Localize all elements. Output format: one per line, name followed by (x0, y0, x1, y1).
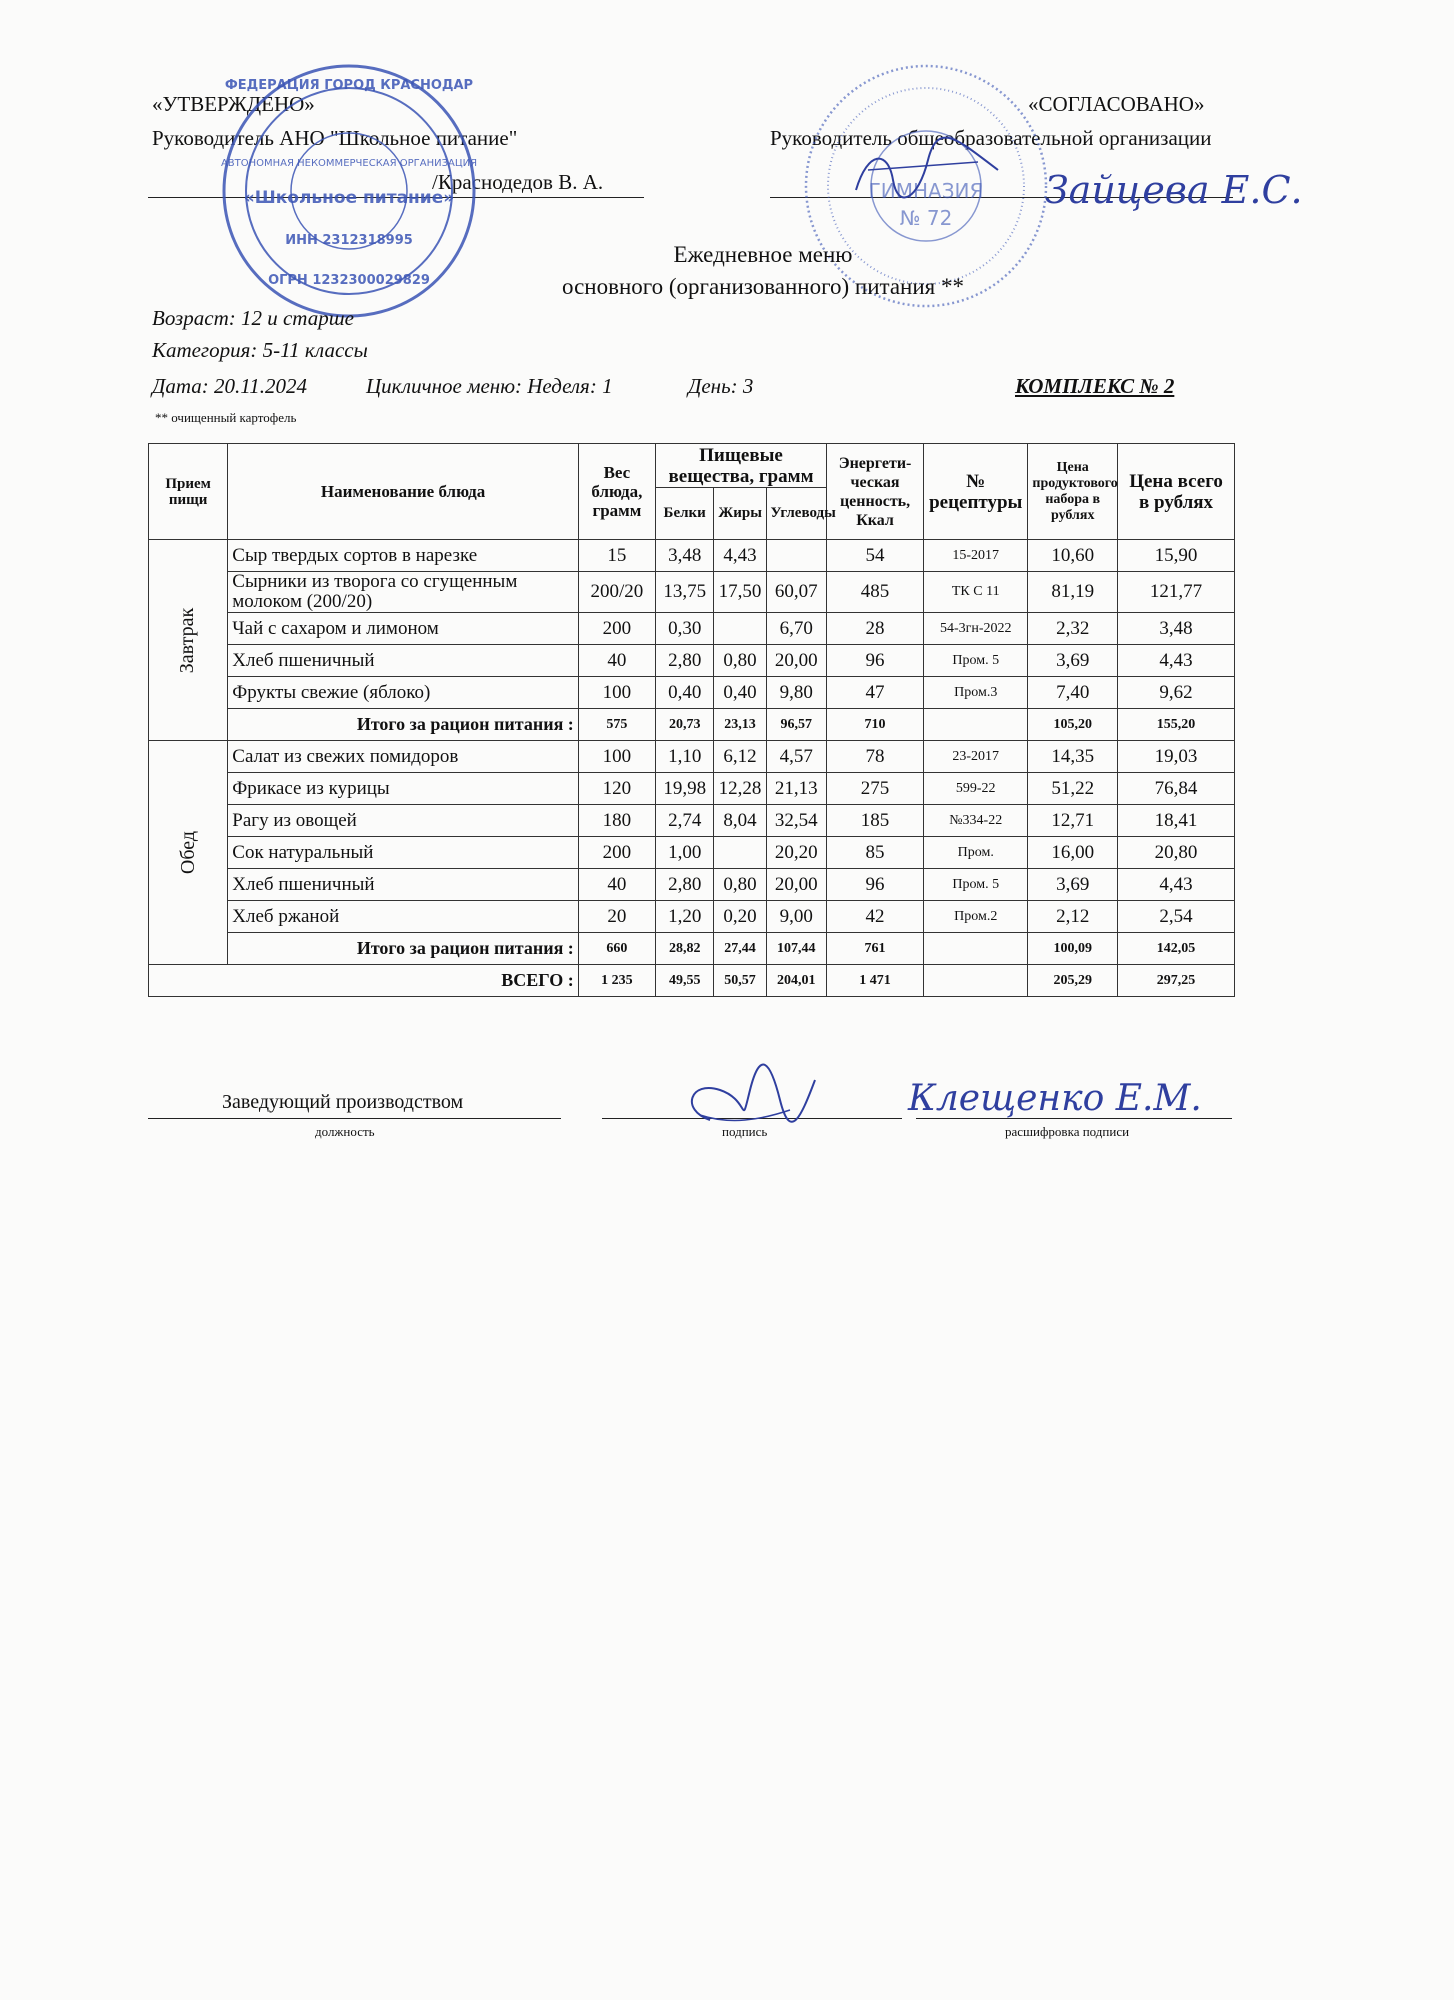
header-nutrients: Пищевые вещества, грамм (655, 444, 826, 488)
dish-protein: 2,80 (655, 645, 713, 677)
dish-recipe: Пром. 5 (924, 645, 1028, 677)
dish-name: Сырники из творога со сгущенным молоком (200/20) (228, 572, 579, 613)
dish-fat: 0,40 (714, 677, 766, 709)
dish-carbs: 9,00 (766, 901, 827, 933)
meta-footnote: ** очищенный картофель (155, 410, 297, 425)
meta-age: Возраст: 12 и старше (152, 306, 354, 330)
dish-kcal: 78 (827, 741, 924, 773)
dish-carbs: 20,00 (766, 869, 827, 901)
header-carbs: Углеводы (766, 488, 827, 540)
dish-weight: 200/20 (578, 572, 655, 613)
grand-total-fat: 50,57 (714, 965, 766, 997)
breakfast-total-row (149, 709, 1235, 741)
meta-category: Категория: 5-11 классы (152, 338, 368, 362)
header-recipe: № рецептуры (924, 444, 1028, 540)
dish-kcal: 275 (827, 773, 924, 805)
dish-protein: 3,48 (655, 540, 713, 572)
dish-protein: 2,80 (655, 869, 713, 901)
dish-recipe: №334-22 (924, 805, 1028, 837)
approved-role: Руководитель АНО "Школьное питание" (152, 126, 518, 150)
dish-kcal: 28 (827, 613, 924, 645)
menu-table (148, 443, 1235, 997)
total-weight: 660 (578, 933, 655, 965)
dish-recipe: 54-3гн-2022 (924, 613, 1028, 645)
breakfast-meal-label: Завтрак (149, 540, 228, 741)
header-weight: Вес блюда, грамм (578, 444, 655, 540)
header-energy: Энергети- ческая ценность, Ккал (827, 444, 924, 540)
dish-fat: 0,80 (714, 645, 766, 677)
lunch-total-row (149, 933, 1235, 965)
total-set-price: 105,20 (1028, 709, 1118, 741)
lunch-row (149, 837, 1235, 869)
dish-recipe: Пром. 5 (924, 869, 1028, 901)
footer-signature-caption: подпись (722, 1124, 768, 1139)
dish-carbs (766, 540, 827, 572)
total-label: Итого за рацион питания : (228, 933, 579, 965)
dish-price: 76,84 (1118, 773, 1235, 805)
header-meal: Прием пищи (149, 444, 228, 540)
dish-carbs: 21,13 (766, 773, 827, 805)
dish-kcal: 96 (827, 645, 924, 677)
dish-price: 9,62 (1118, 677, 1235, 709)
stamp-right-line-2: № 72 (899, 206, 953, 230)
grand-total-section (149, 965, 1235, 997)
total-protein: 28,82 (655, 933, 713, 965)
dish-protein: 1,00 (655, 837, 713, 869)
approved-signer: /Краснодедов В. А. (432, 170, 604, 194)
total-recipe (924, 709, 1028, 741)
breakfast-row (149, 613, 1235, 645)
dish-price: 121,77 (1118, 572, 1235, 613)
total-carbs: 107,44 (766, 933, 827, 965)
agreed-signature: Зайцева Е.С. (1045, 168, 1303, 212)
footer-position-caption: должность (315, 1124, 375, 1139)
dish-fat: 0,80 (714, 869, 766, 901)
lunch-row (149, 741, 1235, 773)
dish-name: Фрукты свежие (яблоко) (228, 677, 579, 709)
dish-set-price: 3,69 (1028, 869, 1118, 901)
dish-set-price: 16,00 (1028, 837, 1118, 869)
header-total-price: Цена всего в рублях (1118, 444, 1235, 540)
dish-weight: 100 (578, 741, 655, 773)
dish-set-price: 12,71 (1028, 805, 1118, 837)
dish-protein: 19,98 (655, 773, 713, 805)
grand-total-set-price: 205,29 (1028, 965, 1118, 997)
grand-total-kcal: 1 471 (827, 965, 924, 997)
dish-fat: 4,43 (714, 540, 766, 572)
header-fat: Жиры (714, 488, 766, 540)
dish-weight: 40 (578, 869, 655, 901)
grand-total-recipe (924, 965, 1028, 997)
dish-price: 19,03 (1118, 741, 1235, 773)
dish-carbs: 32,54 (766, 805, 827, 837)
dish-fat: 6,12 (714, 741, 766, 773)
breakfast-row (149, 572, 1235, 613)
stamp-left-line-4: ИНН 2312318995 (285, 233, 413, 248)
stamp-left-line-5: ОГРН 1232300029829 (268, 273, 430, 288)
dish-carbs: 4,57 (766, 741, 827, 773)
lunch-row (149, 773, 1235, 805)
dish-weight: 40 (578, 645, 655, 677)
dish-recipe: Пром. (924, 837, 1028, 869)
dish-protein: 0,30 (655, 613, 713, 645)
dish-price: 20,80 (1118, 837, 1235, 869)
dish-kcal: 54 (827, 540, 924, 572)
dish-fat (714, 837, 766, 869)
footer-decoding-signature: Клещенко Е.М. (908, 1078, 1202, 1119)
dish-kcal: 485 (827, 572, 924, 613)
dish-carbs: 20,00 (766, 645, 827, 677)
dish-recipe: Пром.2 (924, 901, 1028, 933)
header-protein: Белки (655, 488, 713, 540)
meta-cycle: Цикличное меню: Неделя: 1 (366, 374, 613, 398)
dish-name: Хлеб пшеничный (228, 869, 579, 901)
stamp-left-line-2: АВТОНОМНАЯ НЕКОММЕРЧЕСКАЯ ОРГАНИЗАЦИЯ (220, 158, 478, 169)
dish-protein: 2,74 (655, 805, 713, 837)
dish-carbs: 6,70 (766, 613, 827, 645)
lunch-row (149, 901, 1235, 933)
breakfast-row (149, 645, 1235, 677)
dish-recipe: 599-22 (924, 773, 1028, 805)
dish-weight: 100 (578, 677, 655, 709)
dish-carbs: 20,20 (766, 837, 827, 869)
dish-name: Хлеб пшеничный (228, 645, 579, 677)
dish-fat: 0,20 (714, 901, 766, 933)
total-recipe (924, 933, 1028, 965)
dish-set-price: 10,60 (1028, 540, 1118, 572)
stamp-right-line-1: ГИМНАЗИЯ (868, 179, 984, 203)
dish-name: Сыр твердых сортов в нарезке (228, 540, 579, 572)
dish-fat: 12,28 (714, 773, 766, 805)
dish-protein: 1,20 (655, 901, 713, 933)
dish-recipe: 15-2017 (924, 540, 1028, 572)
dish-weight: 200 (578, 837, 655, 869)
footer-position: Заведующий производством (222, 1091, 464, 1113)
dish-recipe: 23-2017 (924, 741, 1028, 773)
grand-total-protein: 49,55 (655, 965, 713, 997)
dish-set-price: 51,22 (1028, 773, 1118, 805)
breakfast-section (149, 540, 1235, 741)
grand-total-carbs: 204,01 (766, 965, 827, 997)
agreed-role: Руководитель общеобразовательной организации (770, 126, 1212, 150)
grand-total-label: ВСЕГО : (149, 965, 579, 997)
title-line-2: основного (организованного) питания ** (562, 274, 964, 299)
dish-set-price: 2,12 (1028, 901, 1118, 933)
approved-caption: «УТВЕРЖДЕНО» (152, 92, 315, 116)
dish-price: 4,43 (1118, 645, 1235, 677)
total-price: 142,05 (1118, 933, 1235, 965)
stamp-left-line-1: ФЕДЕРАЦИЯ ГОРОД КРАСНОДАР (224, 78, 474, 93)
dish-name: Салат из свежих помидоров (228, 741, 579, 773)
total-protein: 20,73 (655, 709, 713, 741)
total-set-price: 100,09 (1028, 933, 1118, 965)
meta-complex: КОМПЛЕКС № 2 (1015, 374, 1175, 398)
dish-weight: 15 (578, 540, 655, 572)
dish-weight: 180 (578, 805, 655, 837)
meta-date: Дата: 20.11.2024 (152, 374, 307, 398)
dish-weight: 20 (578, 901, 655, 933)
dish-set-price: 3,69 (1028, 645, 1118, 677)
dish-name: Хлеб ржаной (228, 901, 579, 933)
dish-protein: 0,40 (655, 677, 713, 709)
breakfast-row (149, 677, 1235, 709)
agreed-caption: «СОГЛАСОВАНО» (1028, 92, 1205, 116)
dish-kcal: 96 (827, 869, 924, 901)
dish-carbs: 9,80 (766, 677, 827, 709)
dish-protein: 1,10 (655, 741, 713, 773)
dish-price: 18,41 (1118, 805, 1235, 837)
total-carbs: 96,57 (766, 709, 827, 741)
stamp-left-line-3: «Школьное питание» (243, 188, 455, 208)
total-fat: 27,44 (714, 933, 766, 965)
dish-weight: 120 (578, 773, 655, 805)
title-line-1: Ежедневное меню (673, 242, 853, 267)
lunch-row (149, 869, 1235, 901)
breakfast-row (149, 540, 1235, 572)
dish-set-price: 14,35 (1028, 741, 1118, 773)
dish-price: 4,43 (1118, 869, 1235, 901)
dish-recipe: Пром.3 (924, 677, 1028, 709)
total-label: Итого за рацион питания : (228, 709, 579, 741)
footer-signature-scribble (680, 1060, 820, 1140)
footer-position-line (148, 1118, 561, 1119)
dish-price: 15,90 (1118, 540, 1235, 572)
header-set-price: Цена продуктового набора в рублях (1028, 444, 1118, 540)
grand-total-weight: 1 235 (578, 965, 655, 997)
dish-kcal: 47 (827, 677, 924, 709)
dish-kcal: 185 (827, 805, 924, 837)
dish-name: Сок натуральный (228, 837, 579, 869)
dish-set-price: 2,32 (1028, 613, 1118, 645)
dish-price: 3,48 (1118, 613, 1235, 645)
total-weight: 575 (578, 709, 655, 741)
dish-recipe: ТК С 11 (924, 572, 1028, 613)
lunch-meal-label: Обед (149, 741, 228, 965)
dish-name: Чай с сахаром и лимоном (228, 613, 579, 645)
dish-kcal: 42 (827, 901, 924, 933)
dish-kcal: 85 (827, 837, 924, 869)
lunch-section (149, 741, 1235, 965)
lunch-row (149, 805, 1235, 837)
dish-fat: 17,50 (714, 572, 766, 613)
dish-fat (714, 613, 766, 645)
total-kcal: 761 (827, 933, 924, 965)
dish-carbs: 60,07 (766, 572, 827, 613)
dish-set-price: 7,40 (1028, 677, 1118, 709)
header-dish: Наименование блюда (228, 444, 579, 540)
grand-total-price: 297,25 (1118, 965, 1235, 997)
agreed-handwritten-scribble (848, 140, 1008, 210)
dish-set-price: 81,19 (1028, 572, 1118, 613)
dish-name: Рагу из овощей (228, 805, 579, 837)
dish-fat: 8,04 (714, 805, 766, 837)
dish-weight: 200 (578, 613, 655, 645)
dish-protein: 13,75 (655, 572, 713, 613)
grand-total-row (149, 965, 1235, 997)
total-price: 155,20 (1118, 709, 1235, 741)
total-fat: 23,13 (714, 709, 766, 741)
dish-name: Фрикасе из курицы (228, 773, 579, 805)
total-kcal: 710 (827, 709, 924, 741)
dish-price: 2,54 (1118, 901, 1235, 933)
meta-day: День: 3 (688, 374, 754, 398)
footer-decoding-caption: расшифровка подписи (1005, 1124, 1130, 1139)
